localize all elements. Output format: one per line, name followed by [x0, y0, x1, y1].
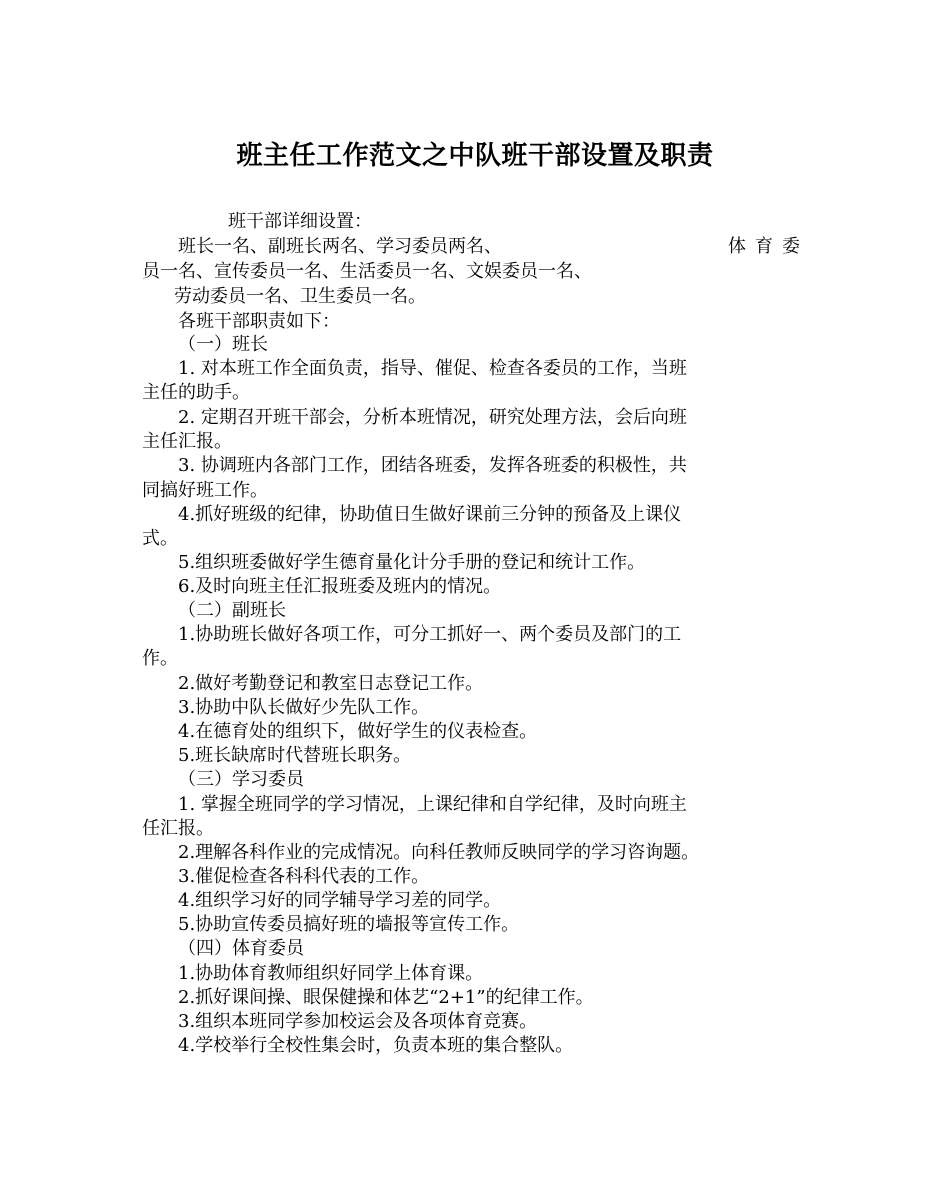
paragraph-line: 主任的助手。 — [142, 382, 250, 403]
paragraph-line: 1.协助体育教师组织好同学上体育课。 — [178, 963, 484, 984]
paragraph-line: 班长一名、副班长两名、学习委员两名、 — [178, 236, 502, 257]
paragraph-line: 劳动委员一名、卫生委员一名。 — [174, 286, 426, 307]
paragraph-line: 2.抓好课间操、眼保健操和体艺“2+1”的纪律工作。 — [178, 987, 594, 1008]
paragraph-line: 4.组织学习好的同学辅导学习差的同学。 — [178, 890, 502, 911]
paragraph-line: 1.协助班长做好各项工作，可分工抓好一、两个委员及部门的工 — [178, 624, 682, 645]
section-heading: （二）副班长 — [178, 600, 286, 621]
paragraph-line: 4.学校举行全校性集会时，负责本班的集合整队。 — [178, 1035, 574, 1056]
paragraph-line: 5.协助宣传委员搞好班的墙报等宣传工作。 — [178, 914, 520, 935]
paragraph-line: 6.及时向班主任汇报班委及班内的情况。 — [178, 576, 502, 597]
paragraph-line: 4.抓好班级的纪律，协助值日生做好课前三分钟的预备及上课仪 — [178, 504, 682, 525]
paragraph-line: 各班干部职责如下： — [178, 311, 340, 332]
paragraph-line: 体育委 — [728, 236, 809, 257]
paragraph-line: 3.催促检查各科科代表的工作。 — [178, 866, 430, 887]
section-heading: （四）体育委员 — [178, 938, 304, 959]
paragraph-line: 式。 — [142, 528, 178, 549]
paragraph-line: 班干部详细设置： — [228, 211, 372, 232]
paragraph-line: 任汇报。 — [142, 818, 214, 839]
section-heading: （一）班长 — [178, 334, 268, 355]
paragraph-line: 员一名、宣传委员一名、生活委员一名、文娱委员一名、 — [142, 261, 592, 282]
paragraph-line: 主任汇报。 — [142, 431, 232, 452]
paragraph-line: 5.班长缺席时代替班长职务。 — [178, 745, 412, 766]
paragraph-line: 3.组织本班同学参加校运会及各项体育竞赛。 — [178, 1011, 538, 1032]
paragraph-line: 4.在德育处的组织下，做好学生的仪表检查。 — [178, 721, 538, 742]
paragraph-line: 3. 协调班内各部门工作，团结各班委，发挥各班委的积极性，共 — [178, 455, 687, 476]
paragraph-line: 同搞好班工作。 — [142, 480, 268, 501]
paragraph-line: 1. 对本班工作全面负责，指导、催促、检查各委员的工作，当班 — [178, 358, 687, 379]
paragraph-line: 2. 定期召开班干部会，分析本班情况，研究处理方法，会后向班 — [178, 407, 687, 428]
paragraph-line: 3.协助中队长做好少先队工作。 — [178, 697, 430, 718]
paragraph-line: 5.组织班委做好学生德育量化计分手册的登记和统计工作。 — [178, 552, 646, 573]
paragraph-line: 2.做好考勤登记和教室日志登记工作。 — [178, 673, 484, 694]
document-title: 班主任工作范文之中队班干部设置及职责 — [236, 141, 714, 171]
paragraph-line: 2.理解各科作业的完成情况。向科任教师反映同学的学习咨询题。 — [178, 842, 700, 863]
paragraph-line: 1. 掌握全班同学的学习情况，上课纪律和自学纪律，及时向班主 — [178, 794, 687, 815]
section-heading: （三）学习委员 — [178, 769, 304, 790]
paragraph-line: 作。 — [142, 648, 178, 669]
